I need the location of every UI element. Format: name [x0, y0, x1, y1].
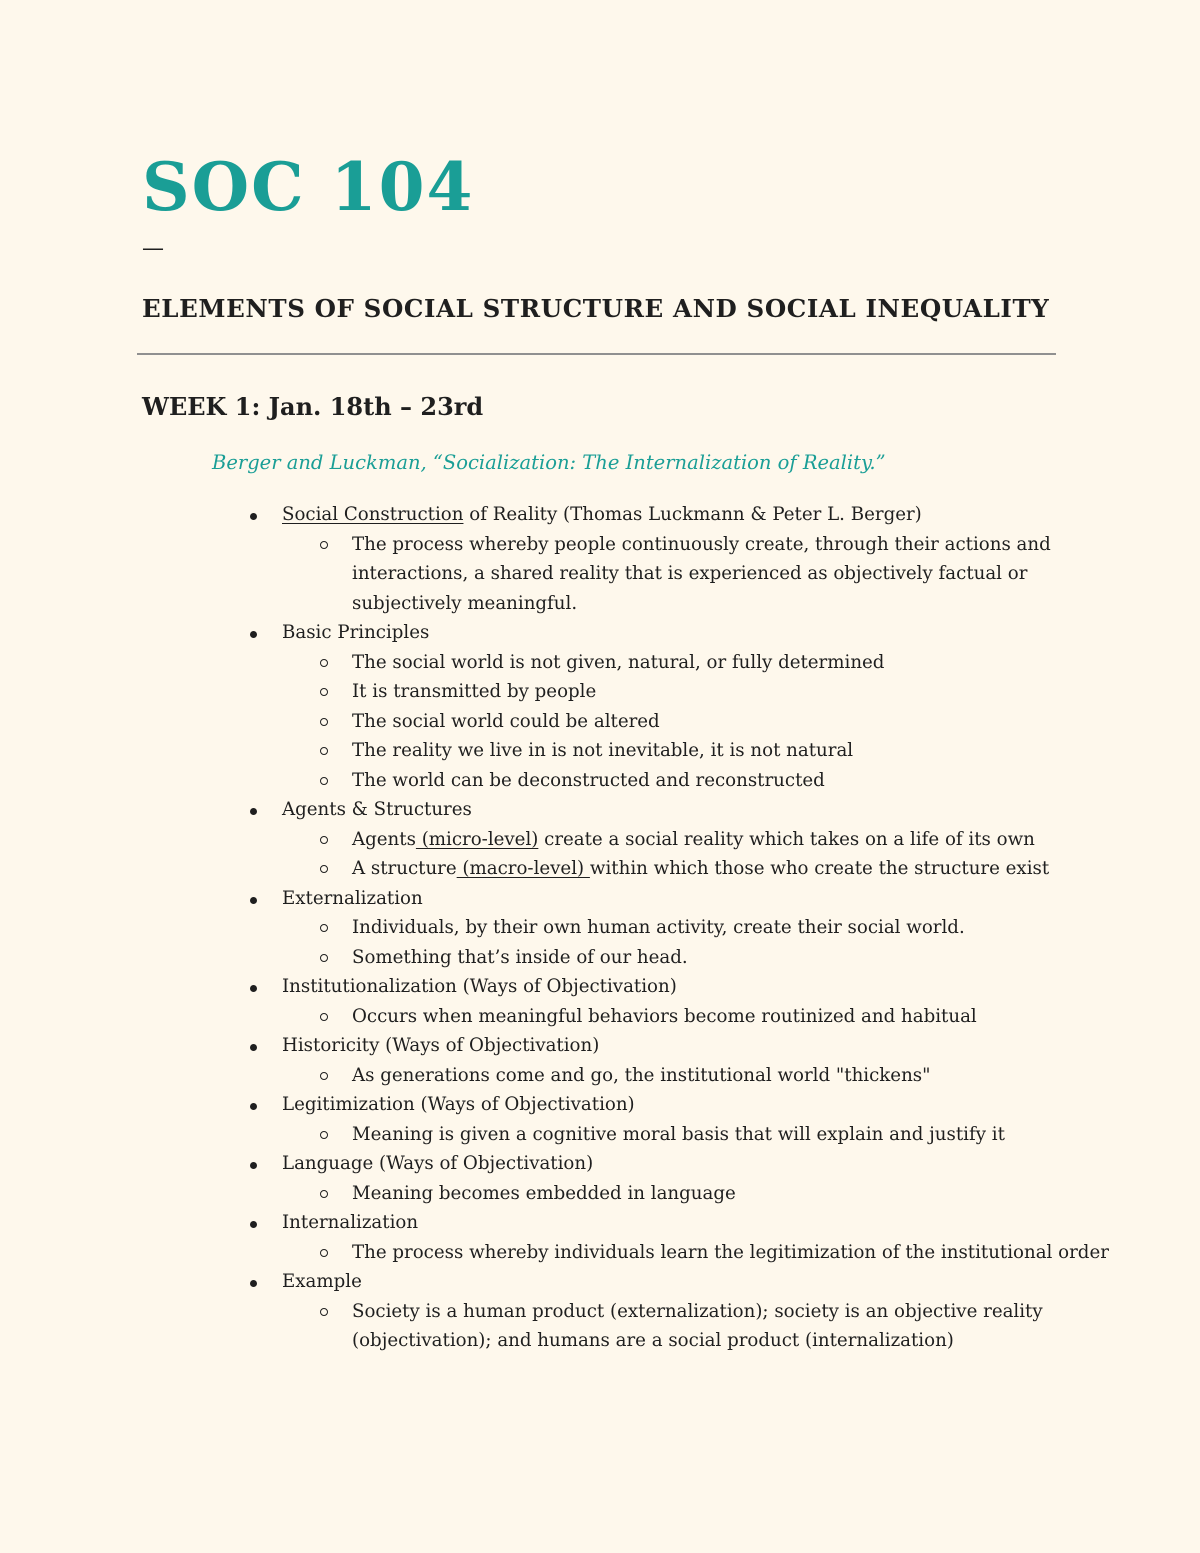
week-heading: WEEK 1: Jan. 18th – 23rd [142, 392, 484, 421]
sub-list [282, 1002, 1080, 1032]
sub-list [282, 825, 1080, 884]
list-item-text: Agents & Structures [282, 799, 472, 820]
sub-list-item: Meaning becomes embedded in language [282, 1179, 1080, 1209]
sub-list-item: Occurs when meaningful behaviors become routinized and habitual [282, 1002, 1080, 1032]
sub-list-item: The process whereby people continuously create, through their actions and interactions, a shared reality that is experienced as objectively factual or subjectively meaningful. [282, 530, 1112, 619]
title-dash: — [142, 236, 164, 261]
underlined-term: (micro-level) [415, 828, 539, 850]
sub-list-item: The world can be deconstructed and reconstructed [282, 766, 1080, 796]
sub-list [282, 1238, 1109, 1268]
sub-list [282, 1061, 1080, 1091]
sub-list-item: Something that’s inside of our head. [282, 943, 1080, 973]
list-item-text: Example [282, 1271, 362, 1292]
list-item-text: Language (Ways of Objectivation) [282, 1153, 594, 1174]
sub-list-item: The reality we live in is not inevitable, it is not natural [282, 736, 1080, 766]
list-item-text: Legitimization (Ways of Objectivation) [282, 1094, 635, 1115]
list-item-text: Externalization [282, 887, 423, 909]
sub-text: create a social reality which takes on a life of its own [538, 828, 1035, 850]
list-item-text: Basic Principles [282, 622, 430, 643]
sub-list [282, 1179, 1080, 1209]
sub-list [282, 648, 1080, 796]
list-item-text: of Reality (Thomas Luckmann & Peter L. Berger) [463, 504, 922, 525]
list-item-text: Institutionalization (Ways of Objectivation) [282, 976, 677, 997]
sub-list [282, 913, 1080, 972]
sub-list-item: Meaning is given a cognitive moral basis that will explain and justify it [282, 1120, 1080, 1150]
sub-text: A structure [352, 858, 457, 879]
underlined-term: Social Construction [282, 504, 464, 525]
sub-text: Agents [352, 828, 416, 850]
sub-list-item: The process whereby individuals learn the legitimization of the institutional order [282, 1238, 1112, 1268]
reading-citation: Berger and Luckman, “Socialization: The Internalization of Reality.” [212, 451, 886, 474]
list-item [240, 1031, 1080, 1090]
sub-list-item: The social world is not given, natural, or fully determined [282, 648, 1080, 678]
sub-list-item [282, 854, 1112, 884]
list-item [240, 795, 1080, 884]
horizontal-rule [137, 353, 1056, 355]
sub-list [282, 530, 1080, 619]
list-item-text: Internalization [282, 1212, 419, 1233]
list-item [240, 1208, 1109, 1267]
list-item [240, 618, 1080, 795]
list-item-text: Historicity (Ways of Objectivation) [282, 1035, 600, 1056]
list-item [240, 972, 1080, 1031]
course-subtitle: ELEMENTS OF SOCIAL STRUCTURE AND SOCIAL INEQUALITY [142, 294, 1050, 323]
notes-outline [240, 500, 1109, 1356]
list-item [240, 884, 1080, 973]
sub-list-item: As generations come and go, the institutional world "thickens" [282, 1061, 1080, 1091]
sub-text: within which those who create the structure exist [589, 858, 1050, 879]
list-item [240, 1267, 1080, 1356]
sub-list [282, 1297, 1080, 1356]
sub-list-item [282, 825, 1080, 855]
list-item [240, 500, 1080, 618]
sub-list-item: It is transmitted by people [282, 677, 1080, 707]
sub-list-item: Individuals, by their own human activity, create their social world. [282, 913, 1080, 943]
sub-list [282, 1120, 1080, 1150]
list-item [240, 1149, 1080, 1208]
sub-list-item: The social world could be altered [282, 707, 1080, 737]
underlined-term: (macro-level) [456, 858, 590, 879]
list-item [240, 1090, 1080, 1149]
sub-list-item: Society is a human product (externalization); society is an objective reality (objectivation); and humans are a social product (internalization) [282, 1297, 1112, 1356]
course-title: SOC 104 [142, 148, 475, 226]
